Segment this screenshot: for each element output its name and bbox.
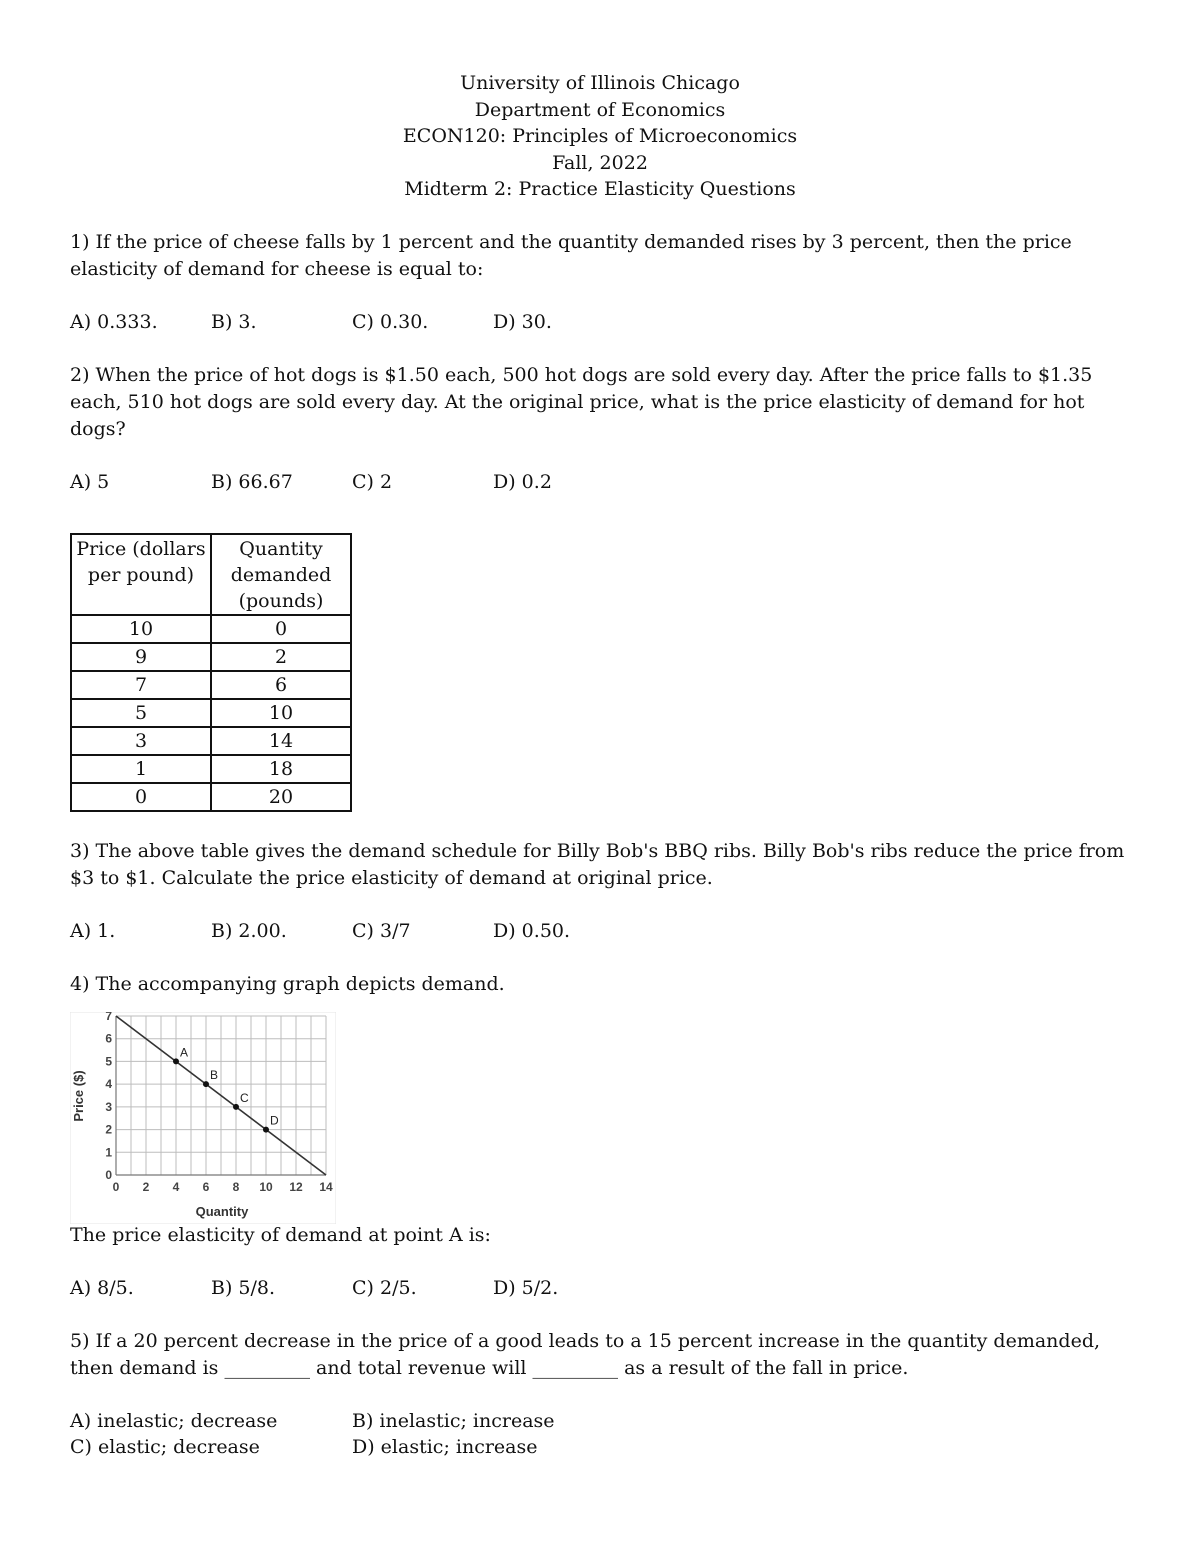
table-cell-price: 5 [71, 699, 211, 727]
question-5-option-b: B) inelastic; increase [352, 1409, 555, 1432]
question-5-text-part2: and total revenue will [316, 1356, 527, 1379]
question-5-blank-1: _________ [224, 1356, 310, 1379]
x-tick-label: 12 [289, 1179, 303, 1194]
table-header-row [71, 534, 351, 615]
table-cell-quantity: 20 [211, 783, 351, 811]
point-c-label: C [240, 1090, 249, 1105]
question-1-option-a: A) 0.333. [70, 310, 158, 333]
table-cell-price: 9 [71, 643, 211, 671]
question-4-option-b: B) 5/8. [211, 1276, 276, 1299]
table-row [71, 727, 351, 755]
question-3-text: 3) The above table gives the demand schedule for Billy Bob's BBQ ribs. Billy Bob's ribs reduce the price from $3 to $1. Calculate the price elasticity of demand at original price. [70, 839, 1125, 889]
university-name: University of Illinois Chicago [460, 72, 740, 94]
question-4-option-a: A) 8/5. [70, 1276, 134, 1299]
table-header-quantity: Quantity demanded (pounds) [211, 534, 351, 615]
y-axis-label: Price ($) [71, 1069, 86, 1122]
x-tick-label: 2 [142, 1179, 150, 1194]
point-a-marker [173, 1058, 179, 1064]
question-5-option-d: D) elastic; increase [352, 1435, 538, 1458]
y-tick-label: 0 [105, 1167, 112, 1182]
demand-graph [70, 1012, 336, 1224]
question-2-option-a: A) 5 [70, 470, 110, 493]
y-tick-label: 1 [105, 1144, 112, 1159]
question-1-option-d: D) 30. [493, 310, 552, 333]
question-2-text: 2) When the price of hot dogs is $1.50 each, 500 hot dogs are sold every day. After the price falls to $1.35 each, 510 hot dogs are sold every day. At the original price, what is the price elasticity of demand for hot dogs? [70, 363, 1093, 440]
question-4-option-c: C) 2/5. [352, 1276, 417, 1299]
question-5-text-part1: 5) If a 20 percent decrease in the price of a good leads to a 15 percent increase in the quantity demanded, then demand is [70, 1329, 1101, 1379]
demand-schedule-table-wrapper [70, 533, 1130, 812]
question-5-text [70, 1328, 1130, 1382]
x-tick-label: 6 [202, 1179, 210, 1194]
table-row [71, 671, 351, 699]
x-tick-label: 10 [259, 1179, 273, 1194]
question-3-option-a: A) 1. [70, 919, 116, 942]
y-tick-label: 4 [105, 1076, 112, 1091]
term: Fall, 2022 [552, 151, 648, 174]
y-tick-label: 3 [105, 1099, 112, 1114]
table-cell-quantity: 18 [211, 755, 351, 783]
question-5-option-a: A) inelastic; decrease [70, 1409, 278, 1432]
table-cell-price: 10 [71, 615, 211, 643]
question-3-option-b: B) 2.00. [211, 919, 287, 942]
question-3-options [70, 918, 1130, 945]
document-title: Midterm 2: Practice Elasticity Questions [404, 178, 796, 200]
point-d-label: D [270, 1113, 279, 1128]
question-5-option-c: C) elastic; decrease [70, 1435, 260, 1458]
y-tick-label: 5 [105, 1053, 112, 1068]
x-tick-label: 0 [112, 1179, 120, 1194]
document-header [70, 70, 1130, 203]
demand-graph-svg [70, 1012, 336, 1224]
table-row [71, 783, 351, 811]
table-row [71, 755, 351, 783]
table-cell-price: 0 [71, 783, 211, 811]
y-tick-label: 6 [105, 1031, 112, 1046]
y-tick-label: 2 [105, 1122, 112, 1137]
table-cell-price: 3 [71, 727, 211, 755]
question-1-option-c: C) 0.30. [352, 310, 429, 333]
point-b-label: B [210, 1067, 219, 1082]
question-5-text-part3: as a result of the fall in price. [624, 1356, 909, 1379]
document-page [70, 70, 1130, 1460]
question-2-option-c: C) 2 [352, 470, 393, 493]
demand-schedule-table [70, 533, 352, 812]
table-cell-quantity: 0 [211, 615, 351, 643]
x-tick-label: 4 [172, 1179, 180, 1194]
x-tick-label: 8 [232, 1179, 240, 1194]
table-cell-quantity: 14 [211, 727, 351, 755]
point-c-marker [233, 1103, 239, 1109]
table-cell-price: 1 [71, 755, 211, 783]
table-cell-price: 7 [71, 671, 211, 699]
question-5-options [70, 1408, 1130, 1460]
question-4-options [70, 1275, 1130, 1302]
question-4-followup: The price elasticity of demand at point A is: [70, 1223, 491, 1246]
question-5-blank-2: _________ [532, 1356, 619, 1379]
table-row [71, 615, 351, 643]
point-b-marker [203, 1081, 209, 1087]
question-3-option-d: D) 0.50. [493, 919, 571, 942]
question-1-option-b: B) 3. [211, 310, 257, 333]
table-cell-quantity: 2 [211, 643, 351, 671]
point-a-label: A [180, 1044, 189, 1059]
table-header-price: Price (dollars per pound) [71, 534, 211, 615]
course-title: ECON120: Principles of Microeconomics [402, 125, 798, 147]
question-4-option-d: D) 5/2. [493, 1276, 559, 1299]
question-1-text: 1) If the price of cheese falls by 1 percent and the quantity demanded rises by 3 percent, then the price elasticity of demand for cheese is equal to: [70, 230, 1072, 280]
table-row [71, 699, 351, 727]
question-2-options [70, 469, 1130, 496]
table-cell-quantity: 10 [211, 699, 351, 727]
question-3-option-c: C) 3/7 [352, 919, 411, 942]
table-row [71, 643, 351, 671]
question-2-option-d: D) 0.2 [493, 470, 552, 493]
question-4-text: 4) The accompanying graph depicts demand. [70, 972, 505, 995]
x-axis-label: Quantity [195, 1203, 249, 1219]
question-1-options [70, 309, 1130, 336]
y-tick-label: 7 [105, 1011, 112, 1023]
department-name: Department of Economics [474, 98, 726, 121]
table-cell-quantity: 6 [211, 671, 351, 699]
question-2-option-b: B) 66.67 [211, 470, 293, 493]
x-tick-label: 14 [319, 1179, 333, 1194]
point-d-marker [263, 1126, 269, 1132]
